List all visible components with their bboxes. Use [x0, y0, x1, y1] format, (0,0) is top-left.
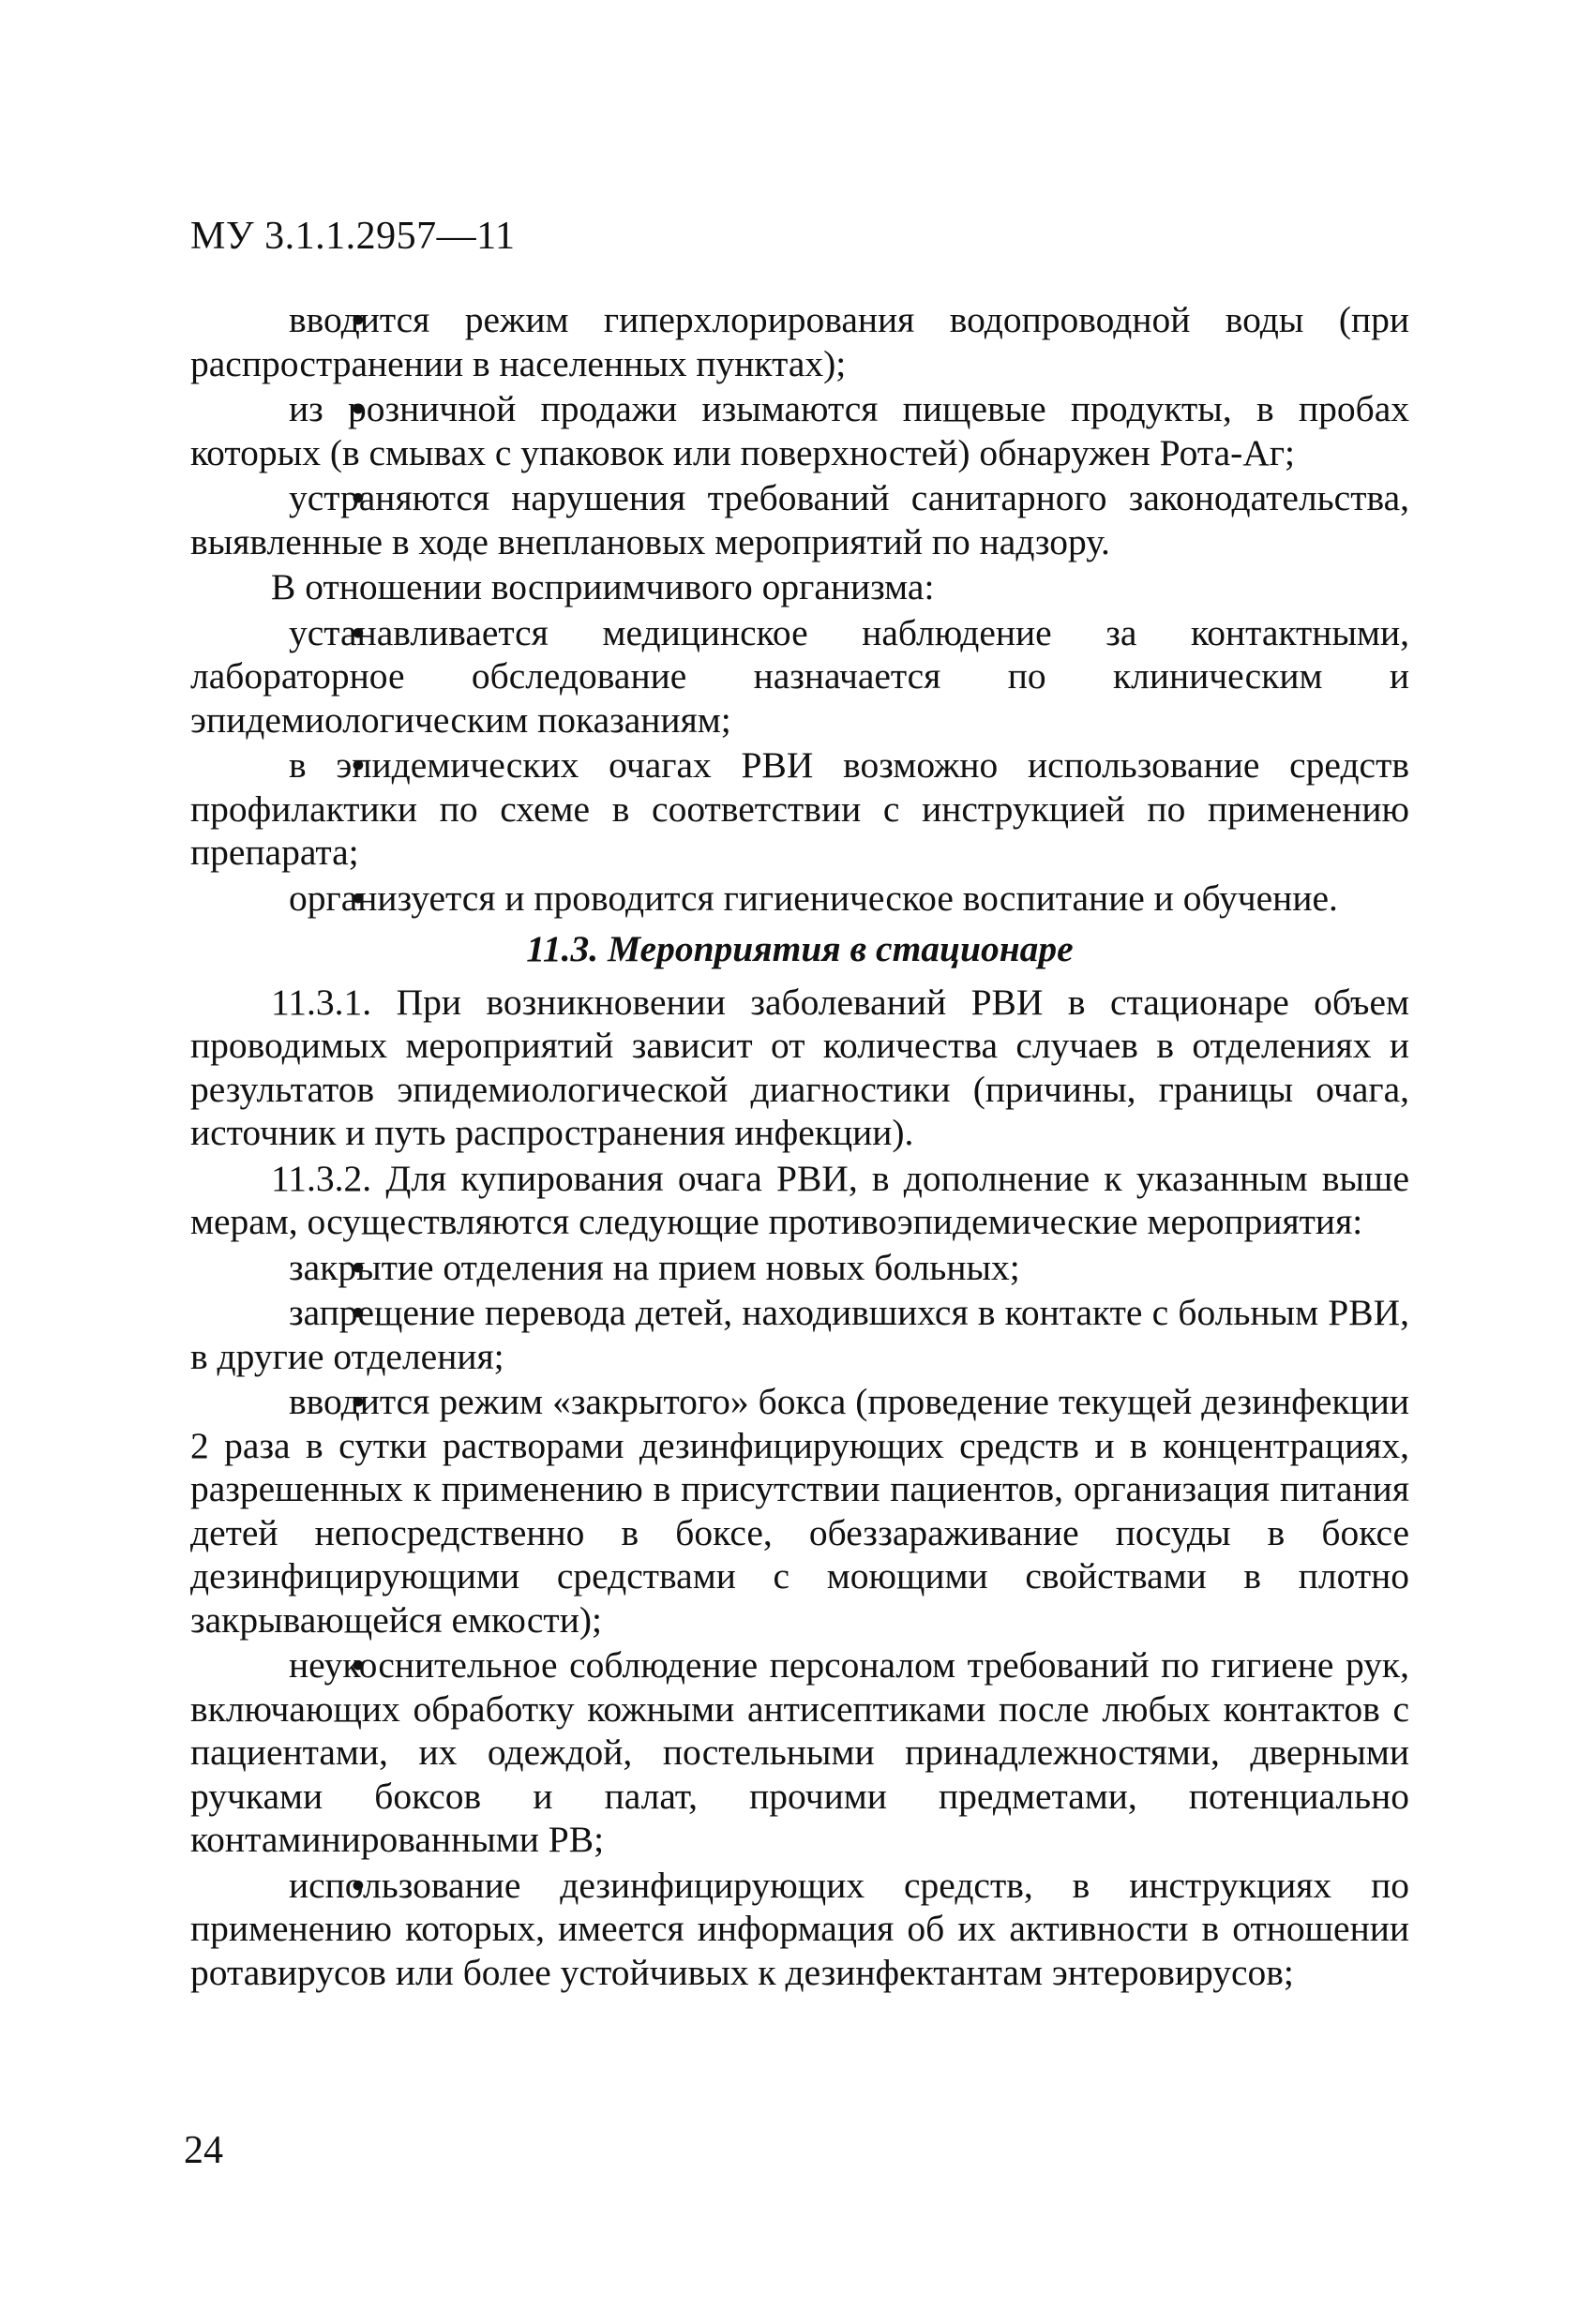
page-number: 24 — [184, 2129, 223, 2172]
bullet-paragraph: • в эпидемических очагах РВИ возможно использование средств профилактики по схеме в соответствии с инструкцией по применению препарата; — [190, 743, 1409, 875]
text-paragraph: 11.3.2. Для купирования очага РВИ, в дополнение к указанным выше мерам, осуществляются следующие противоэпидемические мероприятия: — [190, 1157, 1409, 1242]
bullet-paragraph: • неукоснительное соблюдение персоналом требований по гигиене рук, включающих обработку кожными антисептиками после любых контактов с пациентами, их одеждой, постельными принадлежностями, дверными ручками боксов и палат, прочими предметами, потенциально контаминированными РВ; — [190, 1643, 1409, 1862]
bullet-paragraph: • вводится режим гиперхлорирования водопроводной воды (при распространении в населенных пунктах); — [190, 298, 1409, 385]
bullet-paragraph: • закрытие отделения на прием новых больных; — [190, 1246, 1409, 1290]
bullet-paragraph: • устраняются нарушения требований санитарного законодательства, выявленные в ходе внеплановых мероприятий по надзору. — [190, 476, 1409, 563]
document-body — [190, 298, 1409, 1996]
bullet-paragraph: • вводится режим «закрытого» бокса (проведение текущей дезинфекции 2 раза в сутки растворами дезинфицирующих средств и в концентрациях, разрешенных к применению в присутствии пациентов, организация питания детей непосредственно в боксе, обеззараживание посуды в боксе дезинфицирующими средствами с моющими свойствами в плотно закрывающейся емкости); — [190, 1380, 1409, 1642]
bullet-paragraph: • из розничной продажи изымаются пищевые продукты, в пробах которых (в смывах с упаковок или поверхностей) обнаружен Рота-Аг; — [190, 387, 1409, 474]
bullet-paragraph: • использование дезинфицирующих средств, в инструкциях по применению которых, имеется информация об их активности в отношении ротавирусов или более устойчивых к дезинфектантам энтеровирусов; — [190, 1864, 1409, 1995]
bullet-paragraph: • запрещение перевода детей, находившихся в контакте с больным РВИ, в другие отделения; — [190, 1291, 1409, 1378]
section-title: 11.3. Мероприятия в стационаре — [526, 928, 1074, 969]
text-paragraph: В отношении восприимчивого организма: — [271, 566, 935, 607]
text-paragraph: 11.3.1. При возникновении заболеваний РВИ в стационаре объем проводимых мероприятий зависит от количества случаев в отделениях и результатов эпидемиологической диагностики (причины, границы очага, источник и путь распространения инфекции). — [190, 981, 1409, 1153]
document-code-header: МУ 3.1.1.2957—11 — [190, 215, 516, 258]
bullet-paragraph: • устанавливается медицинское наблюдение за контактными, лабораторное обследование назначается по клиническим и эпидемиологическим показаниям; — [190, 611, 1409, 742]
bullet-paragraph: • организуется и проводится гигиеническое воспитание и обучение. — [190, 877, 1409, 921]
